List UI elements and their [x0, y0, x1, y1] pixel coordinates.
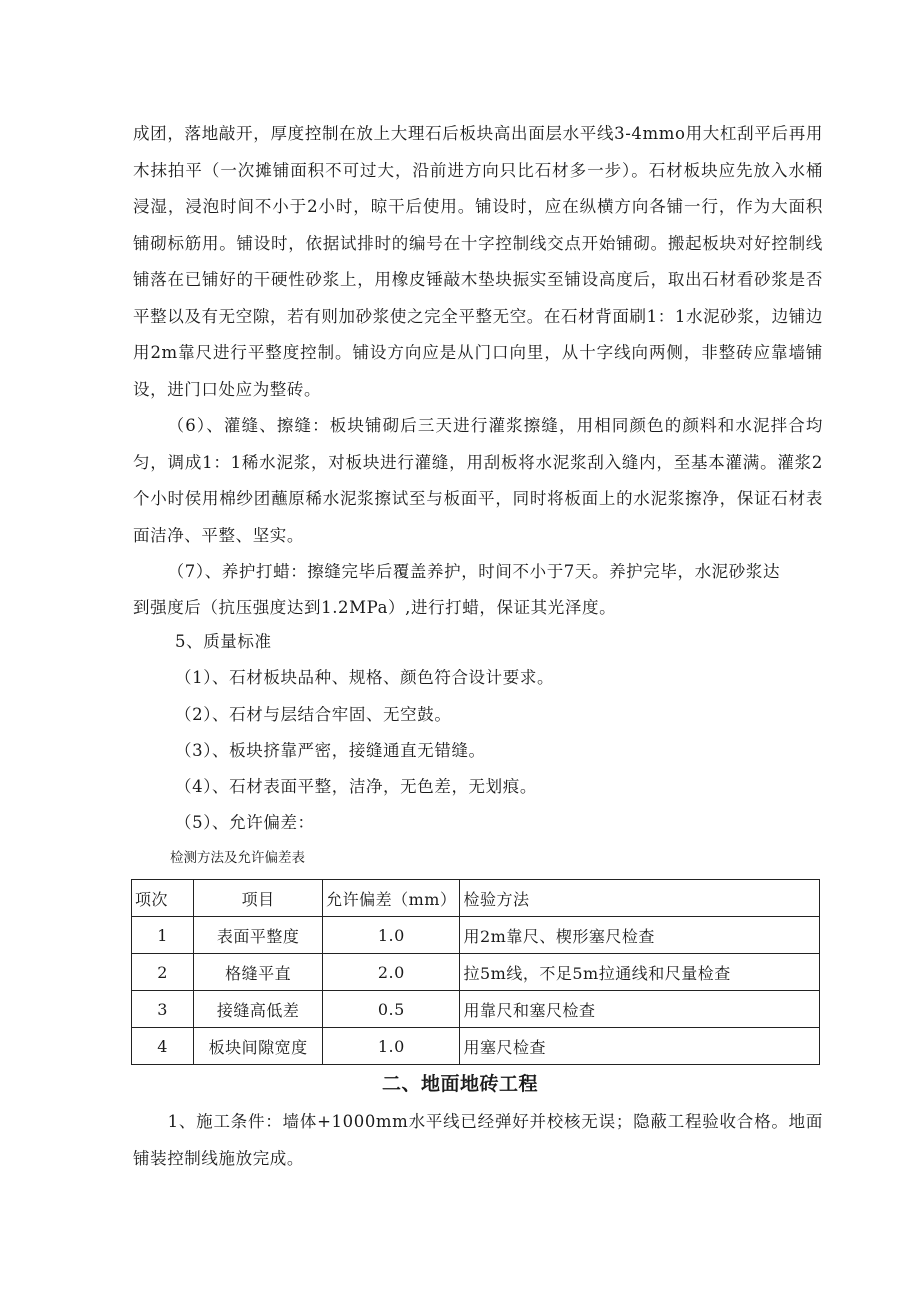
quality-item-2: （2）、石材与层结合牢固、无空鼓。 — [175, 705, 452, 724]
quality-item-1: （1）、石材板块品种、规格、颜色符合设计要求。 — [175, 668, 555, 687]
cell-item: 板块间隙宽度 — [194, 1028, 323, 1065]
section-title-floor-tiles: 二、地面地砖工程 — [381, 1073, 538, 1095]
cell-tolerance: 1.0 — [323, 917, 460, 954]
cell-method: 用2m靠尺、楔形塞尺检查 — [460, 917, 820, 954]
quality-standard-heading: 5、质量标准 — [175, 632, 272, 651]
cell-item: 接缝高低差 — [194, 991, 323, 1028]
cell-method: 拉5m线，不足5m拉通线和尺量检查 — [460, 954, 820, 991]
table-row — [132, 954, 820, 991]
quality-item-3: （3）、板块挤靠严密，接缝通直无错缝。 — [175, 741, 486, 760]
cell-item: 格缝平直 — [194, 954, 323, 991]
cell-index: 2 — [132, 954, 194, 991]
paragraph-construction-conditions: 1、施工条件：墙体+1000mm水平线已经弹好并校核无误；隐蔽工程验收合格。地面铺装控制线施放完成。 — [133, 1112, 823, 1168]
cell-index: 1 — [132, 917, 194, 954]
cell-tolerance: 0.5 — [323, 991, 460, 1028]
quality-item-5: （5）、允许偏差： — [175, 813, 315, 832]
cell-index: 3 — [132, 991, 194, 1028]
paragraph-stone-laying: 成团，落地敲开，厚度控制在放上大理石后板块高出面层水平线3-4mmo用大杠刮平后再用木抹拍平（一次摊铺面积不可过大，沿前进方向只比石材多一步）。石材板块应先放入水桶浸湿，浸泡时间不小于2小时，晾干后使用。铺设时，应在纵横方向各铺一行，作为大面积铺砌标筋用。铺设时，依据试排时的编号在十字控制线交点开始铺砌。搬起板块对好控制线铺落在已铺好的干硬性砂浆上，用橡皮锤敲木垫块振实至铺设高度后，取出石材看砂浆是否平整以及有无空隙，若有则加砂浆使之完全平整无空。在石材背面刷1：1水泥砂浆，边铺边用2m靠尺进行平整度控制。铺设方向应是从门口向里，从十字线向两侧，非整砖应靠墙铺设，进门口处应为整砖。 — [133, 124, 823, 399]
header-item: 项目 — [194, 880, 323, 917]
paragraph-curing-waxing-line2: 到强度后（抗压强度达到1.2MPa）,进行打蜡，保证其光泽度。 — [133, 598, 617, 617]
cell-tolerance: 2.0 — [323, 954, 460, 991]
quality-item-4: （4）、石材表面平整，洁净，无色差，无划痕。 — [175, 777, 537, 796]
header-method: 检验方法 — [460, 880, 820, 917]
table-row — [132, 917, 820, 954]
table-row — [132, 1028, 820, 1065]
header-index: 项次 — [132, 880, 194, 917]
header-tolerance: 允许偏差（mm） — [323, 880, 460, 917]
cell-item: 表面平整度 — [194, 917, 323, 954]
paragraph-curing-waxing-line1: （7）、养护打蜡：擦缝完毕后覆盖养护，时间不小于7天。养护完毕，水泥砂浆达 — [167, 562, 781, 581]
cell-tolerance: 1.0 — [323, 1028, 460, 1065]
cell-method: 用塞尺检查 — [460, 1028, 820, 1065]
tolerance-table — [131, 879, 820, 1065]
cell-index: 4 — [132, 1028, 194, 1065]
table-row — [132, 991, 820, 1028]
cell-method: 用靠尺和塞尺检查 — [460, 991, 820, 1028]
paragraph-grouting: （6）、灌缝、擦缝：板块铺砌后三天进行灌浆擦缝，用相同颜色的颜料和水泥拌合均匀，调成1：1稀水泥浆，对板块进行灌缝，用刮板将水泥浆刮入缝内，至基本灌满。灌浆2个小时侯用棉纱团蘸原稀水泥浆擦试至与板面平，同时将板面上的水泥浆擦净，保证石材表面洁净、平整、坚实。 — [133, 416, 823, 545]
table-header-row — [132, 880, 820, 917]
table-caption: 检测方法及允许偏差表 — [170, 850, 305, 866]
